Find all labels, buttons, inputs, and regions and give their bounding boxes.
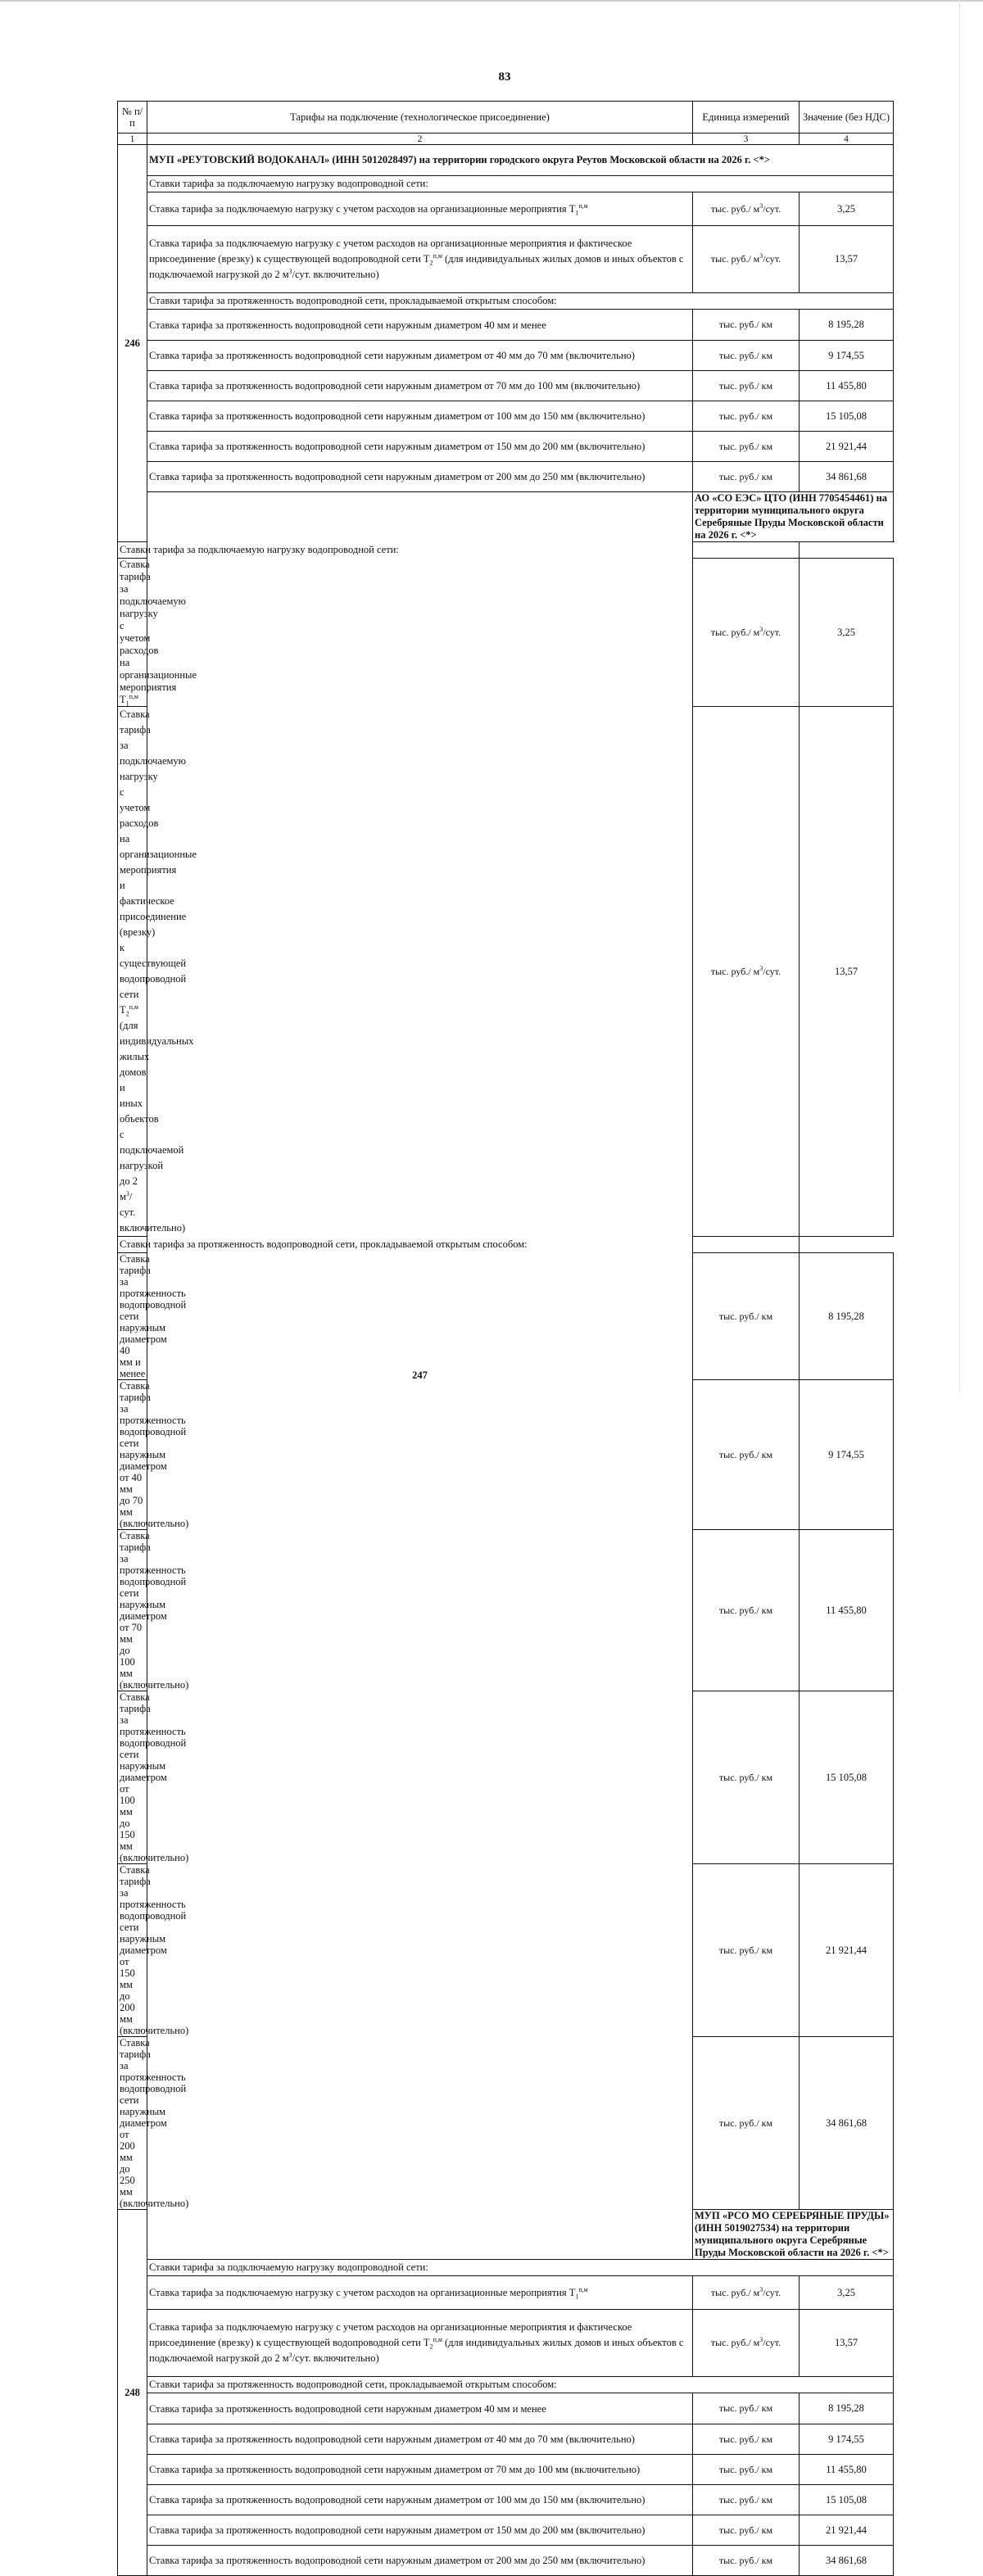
tariff-t2-superscript: п,м <box>433 251 442 260</box>
value-cell: 3,25 <box>800 192 894 226</box>
table-row <box>118 2515 894 2546</box>
unit-cell: тыс. руб./ км <box>693 2037 800 2210</box>
unit-cell: тыс. руб./ км <box>693 1530 800 1691</box>
unit-text: тыс. руб./ м <box>710 253 760 265</box>
unit-superscript: 3 <box>759 625 763 633</box>
column-number: 4 <box>800 134 894 145</box>
section-load-title: Ставки тарифа за подключаемую нагрузку водопроводной сети: <box>118 542 800 559</box>
tariff-t1-superscript: п,м <box>578 2285 588 2293</box>
unit-text: /сут. <box>763 965 781 977</box>
scan-edge-line <box>0 0 983 2</box>
table-row <box>118 371 894 401</box>
section-row <box>118 2260 894 2276</box>
table-row <box>118 2485 894 2515</box>
tariff-t1-subscript: 1 <box>575 2293 579 2300</box>
value-cell: 13,57 <box>800 2310 894 2377</box>
section-load-title: Ставки тарифа за подключаемую нагрузку водопроводной сети: <box>147 176 894 192</box>
value-cell: 15 105,08 <box>800 2485 894 2515</box>
section-length-title: Ставки тарифа за протяженность водопроводной сети, прокладываемой открытым способом: <box>147 293 894 310</box>
unit-text: тыс. руб./ м <box>710 202 760 215</box>
column-number: 1 <box>118 134 147 145</box>
table-row <box>118 2276 894 2310</box>
unit-cell <box>693 707 800 1237</box>
header-value: Значение (без НДС) <box>800 102 894 134</box>
unit-text: тыс. руб./ м <box>710 2337 760 2348</box>
unit-cell: тыс. руб./ км <box>693 401 800 432</box>
table-row <box>118 192 894 226</box>
value-cell: 15 105,08 <box>800 1691 894 1864</box>
value-cell: 15 105,08 <box>800 401 894 432</box>
value-cell: 3,25 <box>800 2276 894 2310</box>
section-row <box>118 176 894 192</box>
unit-cell: тыс. руб./ км <box>693 310 800 341</box>
diameter-description: Ставка тарифа за протяженность водопроводной сети наружным диаметром 40 мм и менее <box>147 2393 693 2424</box>
unit-cell: тыс. руб./ км <box>693 1691 800 1864</box>
table-row <box>118 226 894 293</box>
page-number: 83 <box>498 70 511 84</box>
section-length-title: Ставки тарифа за протяженность водопроводной сети, прокладываемой открытым способом: <box>118 1237 800 1253</box>
unit-cell: тыс. руб./ км <box>693 2424 800 2455</box>
scan-edge-mark <box>959 0 960 1392</box>
tariff-t1-superscript: п,м <box>578 201 588 210</box>
unit-cell: тыс. руб./ км <box>693 2393 800 2424</box>
tariff-t2-text: (для индивидуальных жилых домов и иных объектов с подключаемой нагрузкой до 2 м <box>120 1020 194 1202</box>
unit-cell: тыс. руб./ км <box>693 2546 800 2576</box>
value-cell: 11 455,80 <box>800 371 894 401</box>
organization-title: МУП «РСО МО СЕРЕБРЯНЫЕ ПРУДЫ» (ИНН 5019027534) на территории муниципального округа Серебряные Пруды Московской области на 2026 г. <*> <box>693 2210 894 2260</box>
section-row <box>118 2377 894 2393</box>
unit-text: /сут. <box>763 202 781 215</box>
value-cell: 9 174,55 <box>800 1380 894 1530</box>
tariff-t2-description <box>147 2310 693 2377</box>
value-cell: 11 455,80 <box>800 1530 894 1691</box>
table-row <box>118 432 894 462</box>
diameter-description: Ставка тарифа за протяженность водопроводной сети наружным диаметром от 70 мм до 100 мм (включительно) <box>147 371 693 401</box>
tariff-t2-subscript: 2 <box>125 1010 129 1018</box>
tariff-t2-text: Ставка тарифа за подключаемую нагрузку с учетом расходов на организационные мероприятия и фактическое присоединение (врезку) к существующей водопроводной сети T <box>149 2321 632 2348</box>
tariff-t1-superscript: п,м <box>129 692 138 700</box>
unit-superscript: 3 <box>759 2285 763 2293</box>
table-row <box>118 2424 894 2455</box>
unit-text: тыс. руб./ м <box>710 965 760 977</box>
tariff-t1-description <box>147 192 693 226</box>
unit-cell: тыс. руб./ км <box>693 1380 800 1530</box>
value-cell: 8 195,28 <box>800 2393 894 2424</box>
row-number: 248 <box>118 2210 147 2576</box>
value-cell: 8 195,28 <box>800 310 894 341</box>
tariff-t2-text: Ставка тарифа за подключаемую нагрузку с учетом расходов на организационные мероприятия и фактическое присоединение (врезку) к существующей водопроводной сети T <box>149 238 632 265</box>
diameter-description: Ставка тарифа за протяженность водопроводной сети наружным диаметром от 200 мм до 250 мм (включительно) <box>147 462 693 492</box>
tariff-table <box>117 101 894 2576</box>
tariff-t2-superscript: 3 <box>125 1189 129 1197</box>
diameter-description: Ставка тарифа за протяженность водопроводной сети наружным диаметром от 100 мм до 150 мм (включительно) <box>147 2485 693 2515</box>
unit-cell <box>693 226 800 293</box>
tariff-t1-text: Ставка тарифа за подключаемую нагрузку с учетом расходов на организационные мероприятия T <box>149 202 576 215</box>
diameter-description: Ставка тарифа за протяженность водопроводной сети наружным диаметром 40 мм и менее <box>118 1253 147 1380</box>
header-number: № п/п <box>118 102 147 134</box>
organization-row <box>118 145 894 176</box>
unit-text: /сут. <box>763 253 781 265</box>
unit-cell: тыс. руб./ км <box>693 2455 800 2485</box>
unit-text: тыс. руб./ м <box>710 2286 760 2298</box>
tariff-t2-description <box>118 707 197 1237</box>
value-cell: 34 861,68 <box>800 2546 894 2576</box>
tariff-t2-text: Ставка тарифа за подключаемую нагрузку с учетом расходов на организационные мероприятия и фактическое присоединение (врезку) к существующей водопроводной сети T <box>120 709 197 1016</box>
table-row <box>118 2546 894 2576</box>
unit-superscript: 3 <box>759 252 763 260</box>
tariff-t2-subscript: 2 <box>429 2343 433 2351</box>
diameter-description: Ставка тарифа за протяженность водопроводной сети наружным диаметром от 150 мм до 200 мм (включительно) <box>147 2515 693 2546</box>
tariff-t2-text: (для индивидуальных жилых домов и иных объектов с подключаемой нагрузкой до 2 м <box>149 2337 684 2364</box>
unit-cell: тыс. руб./ км <box>693 1253 800 1380</box>
table-row <box>118 310 894 341</box>
section-length-title: Ставки тарифа за протяженность водопроводной сети, прокладываемой открытым способом: <box>147 2377 894 2393</box>
value-cell: 34 861,68 <box>800 2037 894 2210</box>
section-row <box>118 1237 894 1253</box>
row-number: 247 <box>147 492 693 2260</box>
unit-superscript: 3 <box>759 2336 763 2343</box>
value-cell: 21 921,44 <box>800 432 894 462</box>
table-header-row <box>118 102 894 134</box>
unit-cell: тыс. руб./ км <box>693 462 800 492</box>
section-load-title: Ставки тарифа за подключаемую нагрузку водопроводной сети: <box>147 2260 894 2276</box>
diameter-description: Ставка тарифа за протяженность водопроводной сети наружным диаметром от 70 мм до 100 мм (включительно) <box>147 2455 693 2485</box>
diameter-description: Ставка тарифа за протяженность водопроводной сети наружным диаметром от 40 мм до 70 мм (включительно) <box>147 2424 693 2455</box>
value-cell: 9 174,55 <box>800 341 894 371</box>
unit-superscript: 3 <box>759 201 763 210</box>
section-row <box>118 293 894 310</box>
unit-cell <box>693 559 800 707</box>
unit-text: /сут. <box>763 2337 781 2348</box>
unit-text: тыс. руб./ м <box>710 626 760 638</box>
unit-cell: тыс. руб./ км <box>693 341 800 371</box>
value-cell: 13,57 <box>800 707 894 1237</box>
column-number: 2 <box>147 134 693 145</box>
table-row <box>118 462 894 492</box>
tariff-t2-text: /сут. включительно) <box>120 1191 186 1234</box>
diameter-description: Ставка тарифа за протяженность водопроводной сети наружным диаметром от 100 мм до 150 мм (включительно) <box>118 1691 147 1864</box>
tariff-t2-text: /сут. включительно) <box>292 2352 379 2364</box>
tariff-t2-superscript: 3 <box>288 2351 292 2359</box>
unit-cell <box>693 2276 800 2310</box>
section-row <box>118 542 894 559</box>
unit-cell: тыс. руб./ км <box>693 2515 800 2546</box>
tariff-t2-text: /сут. включительно) <box>292 269 379 280</box>
value-cell: 13,57 <box>800 226 894 293</box>
unit-cell: тыс. руб./ км <box>693 371 800 401</box>
diameter-description: Ставка тарифа за протяженность водопроводной сети наружным диаметром от 100 мм до 150 мм (включительно) <box>147 401 693 432</box>
tariff-t2-superscript: п,м <box>129 1003 138 1011</box>
tariff-t2-superscript: 3 <box>288 267 292 275</box>
diameter-description: Ставка тарифа за протяженность водопроводной сети наружным диаметром от 150 мм до 200 мм (включительно) <box>118 1864 147 2037</box>
organization-row <box>118 492 894 542</box>
tariff-t1-description <box>118 559 197 708</box>
table-row <box>118 401 894 432</box>
unit-superscript: 3 <box>759 964 763 972</box>
diameter-description: Ставка тарифа за протяженность водопроводной сети наружным диаметром от 40 мм до 70 мм (включительно) <box>147 341 693 371</box>
value-cell: 11 455,80 <box>800 2455 894 2485</box>
diameter-description: Ставка тарифа за протяженность водопроводной сети наружным диаметром от 150 мм до 200 мм (включительно) <box>147 432 693 462</box>
value-cell: 34 861,68 <box>800 462 894 492</box>
tariff-t2-subscript: 2 <box>429 259 433 267</box>
tariff-t1-text: Ставка тарифа за подключаемую нагрузку с учетом расходов на организационные мероприятия T <box>120 559 197 705</box>
table-row <box>118 2310 894 2377</box>
column-number: 3 <box>693 134 800 145</box>
unit-cell: тыс. руб./ км <box>693 1864 800 2037</box>
table-row <box>118 341 894 371</box>
table-row <box>118 2455 894 2485</box>
unit-cell: тыс. руб./ км <box>693 432 800 462</box>
tariff-t1-subscript: 1 <box>125 699 129 708</box>
tariff-t1-text: Ставка тарифа за подключаемую нагрузку с учетом расходов на организационные мероприятия T <box>149 2286 576 2298</box>
tariff-t2-description <box>147 226 693 293</box>
value-cell: 8 195,28 <box>800 1253 894 1380</box>
value-cell: 21 921,44 <box>800 2515 894 2546</box>
tariff-table-body <box>118 145 894 2576</box>
diameter-description: Ставка тарифа за протяженность водопроводной сети наружным диаметром 40 мм и менее <box>147 310 693 341</box>
diameter-description: Ставка тарифа за протяженность водопроводной сети наружным диаметром от 200 мм до 250 мм (включительно) <box>118 2037 147 2210</box>
column-number-row <box>118 134 894 145</box>
tariff-t1-description <box>147 2276 693 2310</box>
diameter-description: Ставка тарифа за протяженность водопроводной сети наружным диаметром от 40 мм до 70 мм (включительно) <box>118 1380 147 1530</box>
table-row <box>118 2393 894 2424</box>
diameter-description: Ставка тарифа за протяженность водопроводной сети наружным диаметром от 200 мм до 250 мм (включительно) <box>147 2546 693 2576</box>
tariff-t1-subscript: 1 <box>575 209 579 216</box>
row-number: 246 <box>118 145 147 542</box>
unit-cell <box>693 2310 800 2377</box>
header-tariffs: Тарифы на подключение (технологическое присоединение) <box>147 102 693 134</box>
unit-text: /сут. <box>763 2286 781 2298</box>
organization-title: МУП «РЕУТОВСКИЙ ВОДОКАНАЛ» (ИНН 5012028497) на территории городского округа Реутов Московской области на 2026 г. <*> <box>147 145 894 176</box>
tariff-t2-text: (для индивидуальных жилых домов и иных объектов с подключаемой нагрузкой до 2 м <box>149 253 684 280</box>
value-cell: 3,25 <box>800 559 894 707</box>
unit-text: /сут. <box>763 626 781 638</box>
value-cell: 9 174,55 <box>800 2424 894 2455</box>
diameter-description: Ставка тарифа за протяженность водопроводной сети наружным диаметром от 70 мм до 100 мм (включительно) <box>118 1530 147 1691</box>
tariff-t2-superscript: п,м <box>433 2335 442 2343</box>
unit-cell <box>693 192 800 226</box>
value-cell: 21 921,44 <box>800 1864 894 2037</box>
unit-cell: тыс. руб./ км <box>693 2485 800 2515</box>
organization-title: АО «СО ЕЭС» ЦТО (ИНН 7705454461) на территории муниципального округа Серебряные Пруды Московской области на 2026 г. <*> <box>693 492 894 542</box>
header-unit: Единица измерений <box>693 102 800 134</box>
